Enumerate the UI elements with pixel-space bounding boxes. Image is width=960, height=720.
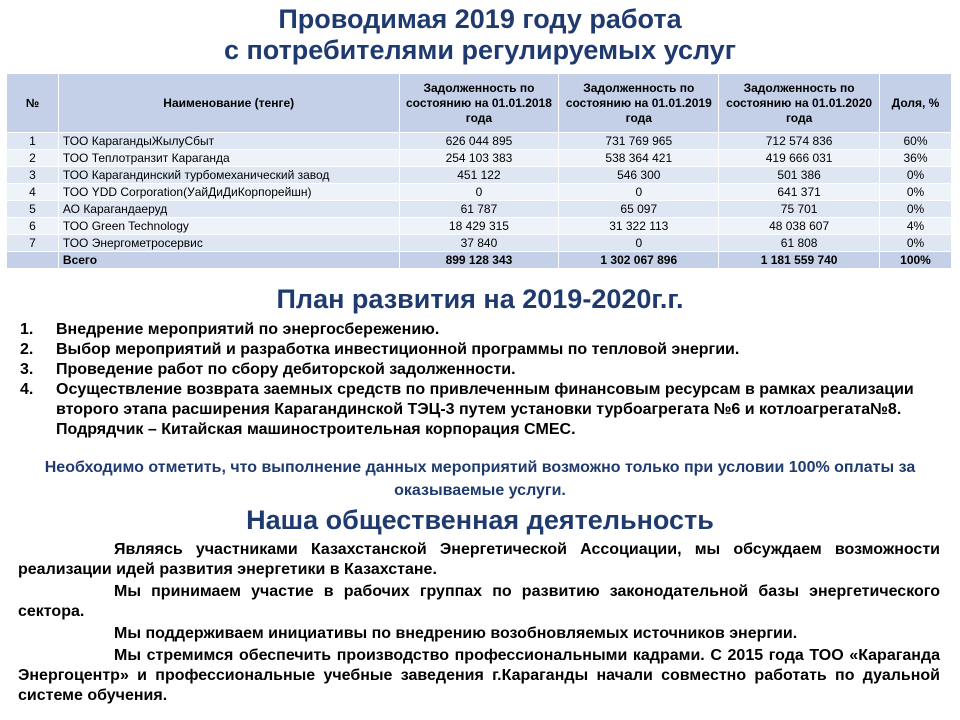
list-item-text: Выбор мероприятий и разработка инвестиционной программы по тепловой энергии. [56, 341, 740, 358]
social-heading: Наша общественная деятельность [246, 505, 714, 535]
row-number-cell: 7 [7, 235, 59, 252]
social-paragraph: Мы принимаем участие в рабочих группах по развитию законодательной базы энергетического сектора. [18, 583, 940, 620]
plan-heading: План развития на 2019-2020г.г. [276, 284, 684, 314]
social-paragraph: Являясь участниками Казахстанской Энергетической Ассоциации, мы обсуждаем возможности реализации идей развития энергетики в Казахстане. [18, 541, 940, 578]
total-label-cell: Всего [58, 252, 399, 269]
debt-2018-cell: 61 787 [399, 201, 559, 218]
company-name-cell: ТОО КарагандыЖылуСбыт [58, 133, 399, 150]
list-item-number: 4. [20, 381, 34, 398]
social-activity-text [18, 540, 940, 708]
list-item-number: 1. [20, 321, 34, 338]
company-name-cell: ТОО YDD Corporation(УайДиДиКорпорейшн) [58, 184, 399, 201]
debt-2018-cell: 18 429 315 [399, 218, 559, 235]
total-share-cell: 100% [880, 252, 952, 269]
debt-2019-cell: 546 300 [559, 167, 719, 184]
row-number-cell: 2 [7, 150, 59, 167]
company-name-cell: ТОО Green Technology [58, 218, 399, 235]
debt-2020-cell: 712 574 836 [719, 133, 880, 150]
slide-title-line2: с потребителями регулируемых услуг [223, 35, 737, 65]
debt-2020-cell: 419 666 031 [719, 150, 880, 167]
debt-2020-cell: 501 386 [719, 167, 880, 184]
plan-note: Необходимо отметить, что выполнение данных мероприятий возможно только при условии 100% оплаты за оказываемые услуги. [44, 459, 916, 499]
list-item-number: 3. [20, 361, 34, 378]
row-number-cell: 4 [7, 184, 59, 201]
debt-2020-cell: 75 701 [719, 201, 880, 218]
share-cell: 0% [880, 201, 952, 218]
table-total-row [7, 252, 952, 269]
table-row [7, 201, 952, 218]
list-item [20, 360, 950, 380]
debt-2019-cell: 0 [559, 235, 719, 252]
debt-2019-cell: 65 097 [559, 201, 719, 218]
share-cell: 0% [880, 184, 952, 201]
debt-2018-cell: 254 103 383 [399, 150, 559, 167]
company-name-cell: ТОО Карагандинский турбомеханический завод [58, 167, 399, 184]
debt-2019-cell: 31 322 113 [559, 218, 719, 235]
header-cell: Доля, % [880, 74, 952, 133]
company-name-cell: ТОО Теплотранзит Караганда [58, 150, 399, 167]
header-cell: Наименование (тенге) [58, 74, 399, 133]
slide-title-line1: Проводимая 2019 году работа [278, 4, 682, 34]
share-cell: 36% [880, 150, 952, 167]
row-number-cell: 3 [7, 167, 59, 184]
debt-2020-cell: 61 808 [719, 235, 880, 252]
debt-2018-cell: 37 840 [399, 235, 559, 252]
list-item [20, 340, 950, 360]
company-name-cell: ТОО Энергометросервис [58, 235, 399, 252]
list-item-text: Проведение работ по сбору дебиторской задолженности. [56, 361, 516, 378]
company-name-cell: АО Карагандаеруд [58, 201, 399, 218]
table-row [7, 167, 952, 184]
row-number-cell: 6 [7, 218, 59, 235]
share-cell: 4% [880, 218, 952, 235]
debt-2019-cell: 538 364 421 [559, 150, 719, 167]
debt-table [6, 73, 952, 269]
table-row [7, 150, 952, 167]
table-row [7, 133, 952, 150]
total-2020-cell: 1 181 559 740 [719, 252, 880, 269]
debt-2020-cell: 641 371 [719, 184, 880, 201]
slide-title [0, 0, 960, 66]
table-row [7, 184, 952, 201]
row-number-cell: 5 [7, 201, 59, 218]
total-2018-cell: 899 128 343 [399, 252, 559, 269]
list-item-text: Внедрение мероприятий по энергосбережению. [56, 321, 440, 338]
social-paragraph: Мы стремимся обеспечить производство профессиональными кадрами. С 2015 года ТОО «Караганда Энергоцентр» и профессиональные учебные заведения г.Караганды начали совместно работать по дуальной системе обучения. [18, 647, 940, 704]
row-number-cell: 1 [7, 133, 59, 150]
share-cell: 60% [880, 133, 952, 150]
list-item-text: Осуществление возврата заемных средств по привлеченным финансовым ресурсам в рамках реализации второго этапа расширения Карагандинской ТЭЦ-3 путем установки турбоагрегата №6 и котлоагрегата№8. Подрядчик – Китайская машиностроительная корпорация CMEC. [56, 381, 914, 438]
list-item-number: 2. [20, 341, 34, 358]
debt-2018-cell: 451 122 [399, 167, 559, 184]
table-row [7, 218, 952, 235]
debt-2019-cell: 0 [559, 184, 719, 201]
table-row [7, 235, 952, 252]
debt-2019-cell: 731 769 965 [559, 133, 719, 150]
header-cell: Задолженность по состоянию на 01.01.2020 года [719, 74, 880, 133]
debt-2020-cell: 48 038 607 [719, 218, 880, 235]
debt-2018-cell: 626 044 895 [399, 133, 559, 150]
list-item [20, 320, 950, 340]
total-2019-cell: 1 302 067 896 [559, 252, 719, 269]
debt-2018-cell: 0 [399, 184, 559, 201]
table-header-row [7, 74, 952, 133]
header-cell: Задолженность по состоянию на 01.01.2018 года [399, 74, 559, 133]
plan-list [20, 320, 950, 440]
row-number-cell [7, 252, 59, 269]
share-cell: 0% [880, 235, 952, 252]
share-cell: 0% [880, 167, 952, 184]
header-cell: Задолженность по состоянию на 01.01.2019 года [559, 74, 719, 133]
social-paragraph: Мы поддерживаем инициативы по внедрению возобновляемых источников энергии. [114, 625, 798, 642]
list-item [20, 380, 950, 440]
header-cell: № [7, 74, 59, 133]
